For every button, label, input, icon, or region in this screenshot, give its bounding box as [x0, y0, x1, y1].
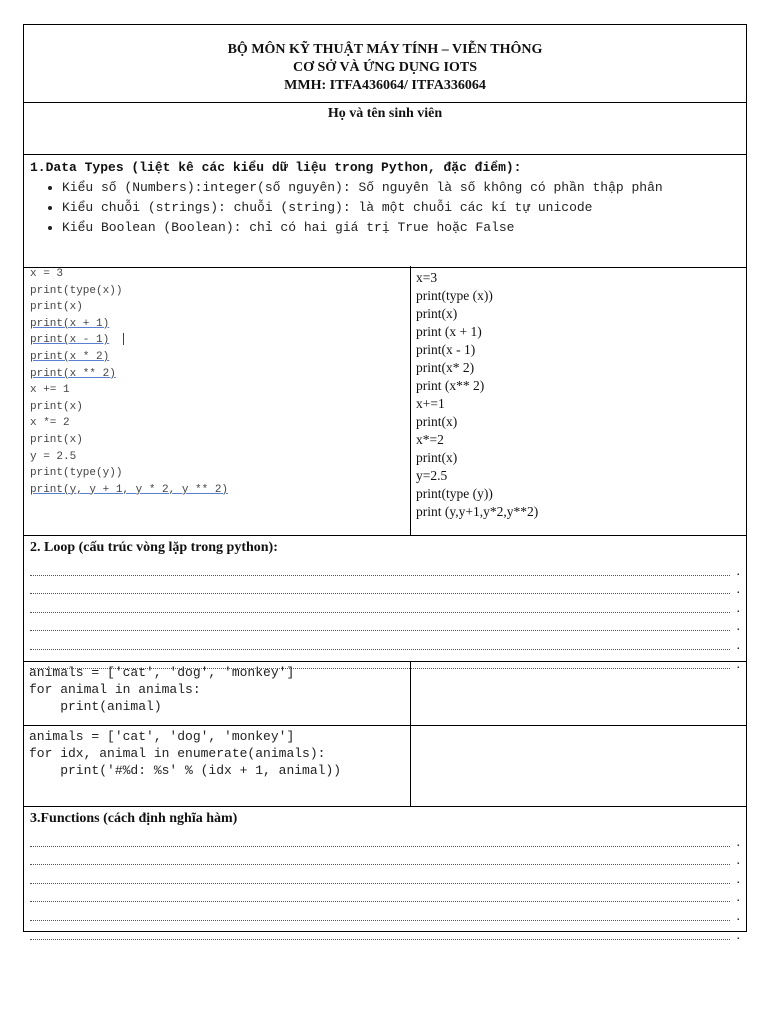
answer-dotted-line[interactable]: [30, 557, 730, 576]
answer-line: print(type (y)): [416, 486, 493, 501]
code-line: x *= 2: [30, 417, 70, 430]
worksheet: [23, 24, 747, 932]
list-item: • Kiểu chuỗi (strings): chuỗi (string): là một chuỗi các kí tự unicode: [62, 199, 740, 217]
answer-line: x=3: [416, 270, 438, 285]
list-item: • Kiểu Boolean (Boolean): chỉ có hai giá trị True hoặc False: [62, 219, 740, 237]
answer-dotted-line[interactable]: [30, 631, 730, 650]
code-line: animals = ['cat', 'dog', 'monkey']: [29, 729, 295, 744]
code-block-3-answer-cell[interactable]: [411, 726, 746, 806]
code-line: x += 1: [30, 384, 70, 397]
code-line: print(type(y)): [30, 467, 123, 480]
answer-dotted-line[interactable]: [30, 921, 730, 940]
department-title: BỘ MÔN KỸ THUẬT MÁY TÍNH – VIỄN THÔNG: [227, 42, 543, 57]
answer-line: x+=1: [416, 396, 445, 411]
answer-dotted-line[interactable]: [30, 576, 730, 595]
header: [24, 25, 746, 103]
student-name-row: [24, 103, 746, 155]
code-line: x = 3: [30, 268, 64, 280]
functions-section: [24, 807, 746, 931]
answer-line: print (x** 2): [416, 378, 485, 393]
answer-line: print(type (x)): [416, 288, 493, 303]
code-line: print(x ** 2): [30, 367, 116, 380]
code-block-3-source: [24, 726, 411, 806]
loop-title: 2. Loop (cấu trúc vòng lặp trong python):: [30, 540, 278, 555]
code-line: print('#%d: %s' % (idx + 1, animal)): [29, 763, 342, 778]
functions-title: 3.Functions (cách định nghĩa hàm): [30, 811, 238, 826]
code-line: print(x + 1): [30, 317, 110, 330]
code-line: print(x - 1): [30, 334, 110, 347]
code-block-1-answer: [411, 268, 746, 535]
code-block-2-answer-cell[interactable]: [411, 662, 746, 725]
data-types-title: 1.Data Types (liệt kê các kiểu dữ liệu trong Python, đặc điểm):: [30, 160, 522, 175]
student-name-label: Họ và tên sinh viên: [327, 106, 443, 121]
code-line: print(animal): [29, 699, 162, 714]
answer-line: print(x* 2): [416, 360, 475, 375]
answer-line: print(x - 1): [416, 342, 476, 357]
list-item: • Kiểu số (Numbers):integer(số nguyên): Số nguyên là số không có phần thập phân: [62, 179, 740, 197]
data-types-list: [30, 179, 740, 237]
answer-line: y=2.5: [416, 468, 448, 483]
code-line: animals = ['cat', 'dog', 'monkey']: [29, 665, 295, 680]
code-block-2: [24, 662, 746, 726]
code-line: print(x): [30, 400, 83, 413]
answer-dotted-line[interactable]: [30, 884, 730, 903]
answer-dotted-line[interactable]: [30, 902, 730, 921]
answer-line: print(x): [416, 450, 458, 465]
code-block-1-source: [24, 266, 411, 535]
code-line: print(y, y + 1, y * 2, y ** 2): [30, 483, 229, 496]
answer-line: print (x + 1): [416, 324, 482, 339]
code-line: y = 2.5: [30, 450, 77, 463]
course-title: CƠ SỞ VÀ ỨNG DỤNG IOTS: [293, 60, 477, 75]
code-line: print(x * 2): [30, 350, 110, 363]
course-code: MMH: ITFA436064/ ITFA336064: [284, 78, 486, 93]
answer-dotted-line[interactable]: [30, 865, 730, 884]
code-line-with-cursor: [30, 332, 410, 349]
answer-dotted-line[interactable]: [30, 613, 730, 632]
code-block-1: [24, 268, 746, 536]
code-line: print(type(x)): [30, 284, 123, 297]
loop-section: [24, 536, 746, 662]
answer-line: print(x): [416, 306, 458, 321]
answer-dotted-line[interactable]: [30, 594, 730, 613]
code-line: print(x): [30, 433, 83, 446]
code-line: for idx, animal in enumerate(animals):: [29, 746, 326, 761]
answer-dotted-line[interactable]: [30, 847, 730, 866]
data-types-section: [24, 155, 746, 268]
code-block-3: [24, 726, 746, 807]
answer-line: x*=2: [416, 432, 444, 447]
answer-line: print(x): [416, 414, 458, 429]
text-cursor: [123, 333, 124, 345]
code-line: for animal in animals:: [29, 682, 201, 697]
code-block-2-source: [24, 662, 411, 725]
answer-line: print (y,y+1,y*2,y**2): [416, 504, 539, 519]
code-line: print(x): [30, 301, 83, 314]
answer-dotted-line[interactable]: [30, 828, 730, 847]
